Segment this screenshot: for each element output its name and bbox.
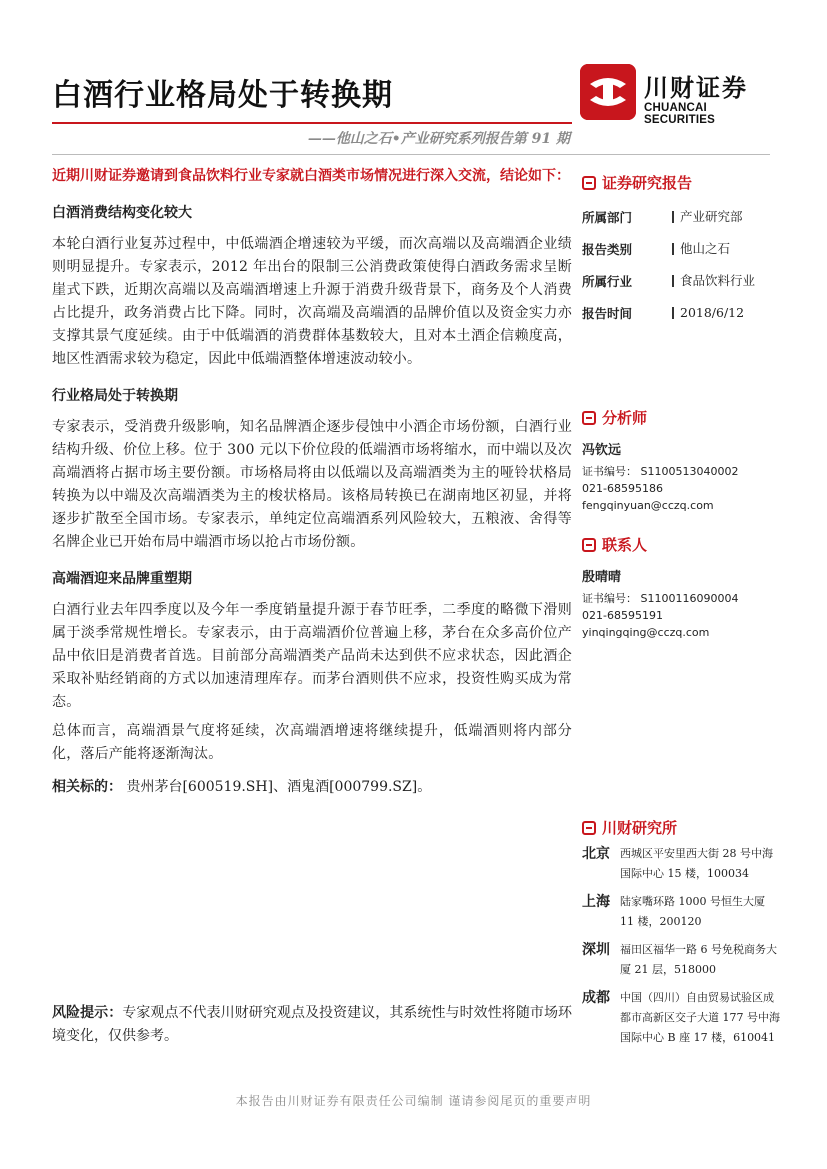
section-heading: 白酒消费结构变化较大 xyxy=(52,205,192,221)
report-heading: 证券研究报告 xyxy=(582,172,782,193)
contact-card xyxy=(582,569,782,641)
contact-heading: 联系人 xyxy=(582,534,782,555)
info-row: 报告类别 他山之石 xyxy=(582,241,731,257)
analyst-bullet-icon xyxy=(582,411,596,425)
info-table xyxy=(582,201,782,329)
main-content xyxy=(52,160,572,799)
section-heading: 高端酒迎来品牌重塑期 xyxy=(52,571,192,587)
address-item: 上海 陆家嘴环路 1000 号恒生大厦 11 楼，200120 xyxy=(582,894,765,928)
section-heading: 行业格局处于转换期 xyxy=(52,388,178,404)
section-paragraph: 白酒行业去年四季度以及今年一季度销量提升源于春节旺季，二季度的略微下滑则属于淡季常规性增长。专家表示，由于高端酒价位普遍上移，茅台在众多高价位产品中依旧是消费者首选。目前部分高端酒类产品尚未达到供不应求状态，因此酒企采取补贴经销商的方式以加速清理库存。而茅台酒则供不应求，投资性购买成为常态。 xyxy=(52,602,572,710)
related-stocks xyxy=(52,776,572,799)
info-row: 报告时间 2018/6/12 xyxy=(582,305,745,321)
section-paragraph: 专家表示，受消费升级影响，知名品牌酒企逐步侵蚀中小酒企市场份额，白酒行业结构升级、价位上移。位于 300 元以下价位段的低端酒市场将缩水，而中端以及次高端酒将占据市场主要份额。市场格局将由以低端以及高端酒类为主的哑铃状格局转换为以中端及次高端酒类为主的梭状格局。该格局转换已在湖南地区初显，并将逐步扩散至全国市场。专家表示，单纯定位高端酒系列风险较大，五粮液、舍得等名牌企业已开始布局中端酒市场以抢占市场份额。 xyxy=(52,419,572,550)
address-list xyxy=(582,844,782,1048)
analyst-heading: 分析师 xyxy=(582,407,782,428)
series-subtitle: ——他山之石•产业研究系列报告第 91 期 xyxy=(307,131,570,147)
contact-name: 殷晴晴 xyxy=(582,570,622,585)
report-title: 白酒行业格局处于转换期 xyxy=(52,78,393,113)
institute-heading: 川财研究所 xyxy=(582,817,782,838)
report-bullet-icon xyxy=(582,176,596,190)
address-item: 深圳 福田区福华一路 6 号免税商务大厦 21 层，518000 xyxy=(582,942,777,976)
analyst-card xyxy=(582,442,782,514)
risk-label: 风险提示： xyxy=(52,1005,123,1021)
risk-text: 专家观点不代表川财研究观点及投资建议，其系统性与时效性将随市场环境变化，仅供参考。 xyxy=(52,1005,573,1044)
contact-email[interactable]: yinqingqing@cczq.com xyxy=(582,626,710,639)
logo-mark-icon xyxy=(580,64,636,120)
company-logo xyxy=(580,64,780,124)
logo-chinese-name: 川财证券 xyxy=(644,74,748,102)
info-row: 所属行业 食品饮料行业 xyxy=(582,273,756,289)
analyst-cert: 证书编号： S1100513040002 xyxy=(582,465,739,478)
related-label: 相关标的： xyxy=(52,779,122,795)
info-row: 所属部门 产业研究部 xyxy=(582,209,743,225)
lead-summary: 近期川财证券邀请到食品饮料行业专家就白酒类市场情况进行深入交流，结论如下： xyxy=(52,168,570,184)
address-item: 北京 西城区平安里西大街 28 号中海国际中心 15 楼，100034 xyxy=(582,846,773,880)
contact-bullet-icon xyxy=(582,538,596,552)
header-divider xyxy=(52,154,770,155)
analyst-phone: 021-68595186 xyxy=(582,482,663,495)
contact-phone: 021-68595191 xyxy=(582,609,663,622)
sidebar xyxy=(582,172,782,1056)
risk-warning xyxy=(52,1002,572,1048)
analyst-email[interactable]: fengqinyuan@cczq.com xyxy=(582,499,714,512)
page-footer: 本报告由川财证券有限责任公司编制 谨请参阅尾页的重要声明 xyxy=(235,1094,592,1108)
logo-english-name: CHUANCAI SECURITIES xyxy=(644,102,716,126)
contact-cert: 证书编号： S1100116090004 xyxy=(582,592,739,605)
analyst-name: 冯钦远 xyxy=(582,443,622,458)
institute-bullet-icon xyxy=(582,821,596,835)
title-underline xyxy=(52,122,572,124)
section-paragraph: 总体而言，高端酒景气度将延续，次高端酒增速将继续提升，低端酒则将内部分化，落后产能将逐渐淘汰。 xyxy=(52,723,572,762)
related-text: 贵州茅台[600519.SH]、酒鬼酒[000799.SZ]。 xyxy=(126,779,432,795)
address-item: 成都 中国（四川）自由贸易试验区成都市高新区交子大道 177 号中海国际中心 B 座 17 楼，610041 xyxy=(582,990,780,1044)
section-paragraph: 本轮白酒行业复苏过程中，中低端酒企增速较为平缓，而次高端以及高端酒企业绩则明显提升。专家表示，2012 年出台的限制三公消费政策使得白酒政务需求呈断崖式下跌，近期次高端以及高端酒增速上升源于消费升级背景下，商务及个人消费占比提升，政务消费占比下降。同时，次高端及高端酒的品牌价值以及资金实力亦支撑其景气度延续。由于中低端酒的消费群体基数较大，且对本土酒企信赖度高，地区性酒需求较为稳定，因此中低端酒整体增速波动较小。 xyxy=(52,236,572,367)
